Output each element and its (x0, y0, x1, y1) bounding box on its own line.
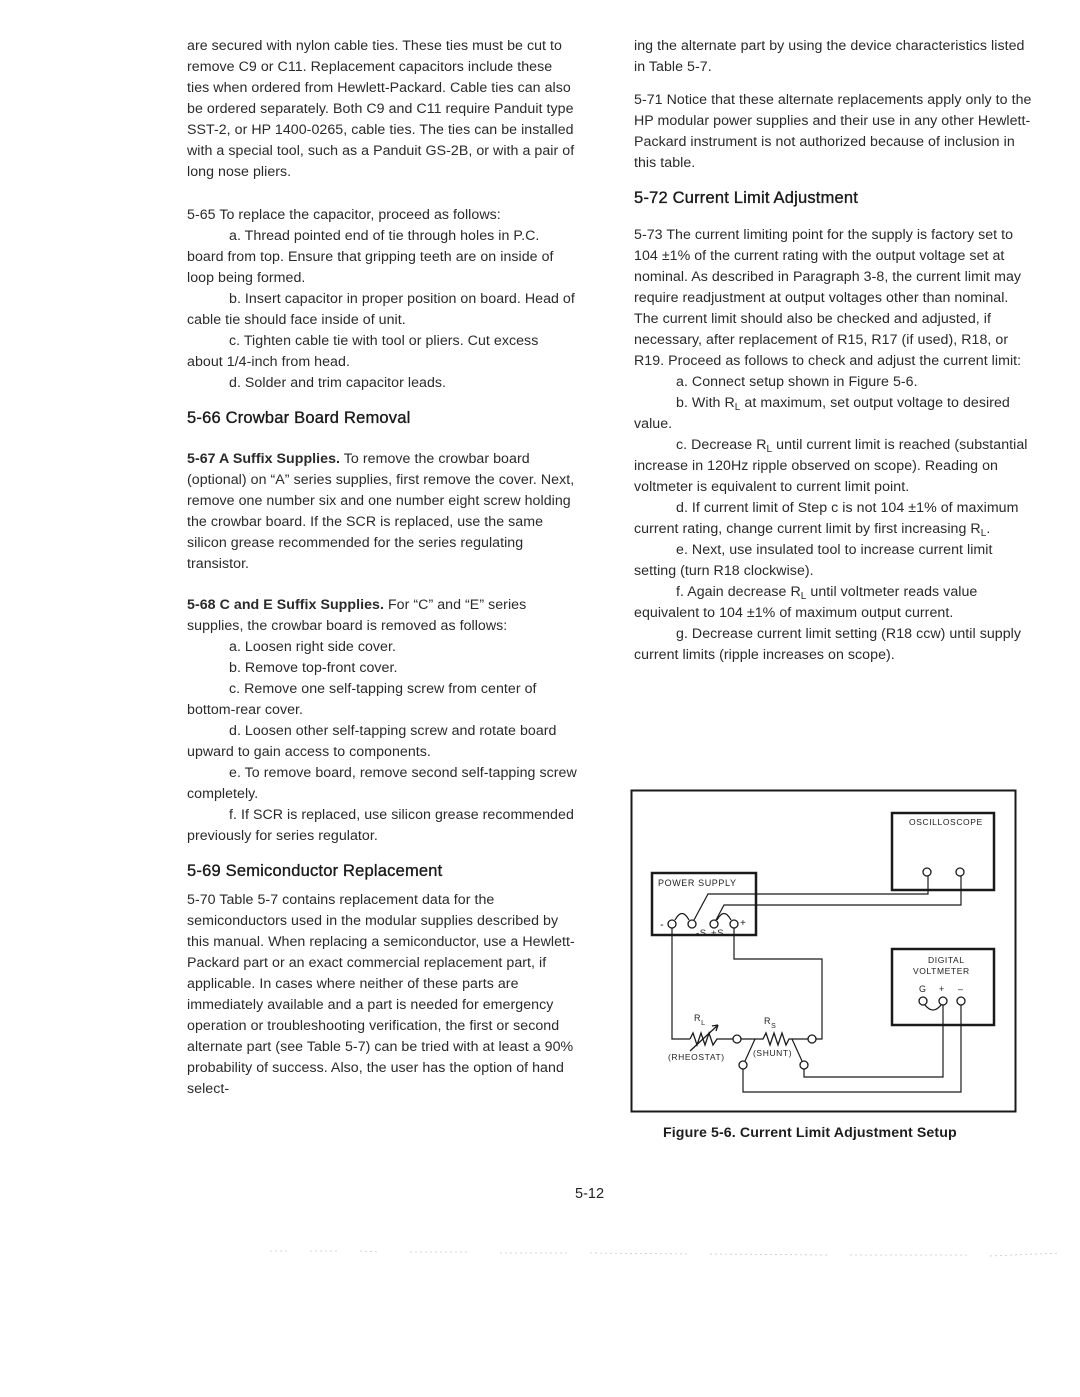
step-5-73-d (634, 498, 1034, 540)
dvm-minus-label: – (958, 984, 964, 994)
shunt-sense-right (800, 1061, 808, 1069)
wire-dvm-plus (804, 1005, 943, 1077)
intro-paragraph: are secured with nylon cable ties. These ties must be cut to remove C9 or C11. Replacement capacitors include these ties when ordered from Hewlett-Packard. Cable ties can also be ordered separately. Both C9 and C11 require Panduit type SST-2, or HP 1400-0265, cable ties. The ties can be installed with a special tool, such as a Panduit GS-2B, or with a pair of long nose pliers. (187, 38, 575, 180)
step-5-68-f: f. If SCR is replaced, use silicon grease recommended previously for series regulator. (187, 807, 574, 844)
dvm-jumper (925, 1005, 941, 1010)
paragraph-5-67-text: To remove the crowbar board (optional) on “A” series supplies, first remove the cover. Next, remove one number six and one number eight screw holding the crowbar board. If the SCR is replaced, use the same silicon grease recommended for the series regulating transistor. (187, 451, 575, 572)
paragraph-5-73: 5-73 The current limiting point for the supply is factory set to 104 ±1% of the current rating with the output voltage set at nominal. As described in Paragraph 3-8, the current limit may require readjustment at output voltages other than nominal. The current limit should also be checked and adjusted, if necessary, after replacement of R15, R17 (if used), R18, or R19. Proceed as follows to check and adjust the current limit: (634, 227, 1022, 369)
wire-ps-minus (672, 928, 690, 1039)
scan-noise-dashes (270, 1251, 1060, 1256)
step-f-subscript: L (800, 591, 807, 602)
ps-minus-s-label: -S (696, 928, 707, 939)
ps-jumper-minus (675, 914, 689, 921)
heading-crowbar-board-removal: 5-66 Crowbar Board Removal (187, 409, 411, 427)
step-d-text-end: . (986, 521, 991, 537)
oscilloscope-label: OSCILLOSCOPE (909, 817, 983, 827)
ps-plus-label: + (740, 918, 747, 929)
rheostat-label: (RHEOSTAT) (668, 1052, 725, 1062)
ps-terminal-plus (730, 920, 738, 928)
scope-terminal-2 (956, 868, 964, 876)
rl-label-sub: L (701, 1020, 706, 1027)
step-c-text-end: until current limit is reached (substantial increase in 120Hz ripple observed on scope). Reading on voltmeter is equivalent to current limit point. (634, 437, 1028, 495)
dvm-terminal-g (919, 997, 927, 1005)
dvm-g-label: G (919, 984, 927, 994)
step-c-subscript: L (766, 444, 773, 455)
step-d-subscript: L (980, 528, 987, 539)
step-b-text: b. With R (676, 395, 735, 411)
dvm-label-line2: VOLTMETER (913, 966, 970, 976)
power-supply-label: POWER SUPPLY (658, 878, 737, 888)
shunt-terminal-right (808, 1035, 816, 1043)
step-5-73-a: a. Connect setup shown in Figure 5-6. (676, 374, 918, 390)
dvm-label-line1: DIGITAL (928, 955, 965, 965)
dvm-terminal-plus (939, 997, 947, 1005)
step-5-65-b: b. Insert capacitor in proper position on board. Head of cable tie should face inside of unit. (187, 291, 575, 328)
scope-terminal-1 (923, 868, 931, 876)
rs-label-sub: S (771, 1023, 777, 1030)
paragraph-5-68-lead: 5-68 C and E Suffix Supplies. (187, 597, 384, 613)
ps-terminal-plus-s (710, 920, 718, 928)
ps-plus-s-label: +S (711, 928, 725, 939)
paragraph-5-71: 5-71 Notice that these alternate replacements apply only to the HP modular power supplies and their use in any other Hewlett-Packard instrument is not authorized because of inclusion in this table. (634, 92, 1032, 171)
step-5-68-b: b. Remove top-front cover. (229, 660, 398, 676)
paragraph-5-67-lead: 5-67 A Suffix Supplies. (187, 451, 341, 467)
shunt-tap-right (792, 1039, 802, 1061)
continuation-paragraph: ing the alternate part by using the device characteristics listed in Table 5-7. (634, 38, 1025, 75)
ps-minus-label: - (660, 919, 665, 931)
shunt-terminal-left (733, 1035, 741, 1043)
rl-label (694, 1013, 706, 1027)
right-column (634, 36, 1034, 666)
step-f-text: f. Again decrease R (676, 584, 801, 600)
step-5-68-e: e. To remove board, remove second self-tapping screw completely. (187, 765, 577, 802)
shunt-label: (SHUNT) (753, 1048, 793, 1058)
ps-terminal-minus-s (688, 920, 696, 928)
step-5-68-c: c. Remove one self-tapping screw from center of bottom-rear cover. (187, 681, 537, 718)
page-number: 5-12 (575, 1186, 605, 1202)
paragraph-5-67 (187, 449, 577, 575)
figure-frame (632, 791, 1016, 1112)
paragraph-5-65: 5-65 To replace the capacitor, proceed as follows: (187, 207, 501, 223)
step-5-73-b (634, 393, 1034, 435)
step-5-73-e: e. Next, use insulated tool to increase current limit setting (turn R18 clockwise). (634, 542, 993, 579)
step-f-text-end: until voltmeter reads value equivalent to 104 ±1% of maximum output current. (634, 584, 978, 621)
step-5-65-c: c. Tighten cable tie with tool or pliers. Cut excess about 1/4-inch from head. (187, 333, 539, 370)
dvm-terminal-minus (957, 997, 965, 1005)
wire-scope-2 (716, 876, 961, 920)
step-5-65-d: d. Solder and trim capacitor leads. (229, 375, 447, 391)
figure-current-limit-setup (630, 789, 1017, 1113)
step-b-text-end: at maximum, set output voltage to desired value. (634, 395, 1010, 432)
shunt-rs (741, 1033, 808, 1045)
step-c-text: c. Decrease R (676, 437, 767, 453)
shunt-sense-left (739, 1061, 747, 1069)
heading-current-limit-adjustment: 5-72 Current Limit Adjustment (634, 189, 859, 207)
rheostat-rl (690, 1033, 733, 1045)
rs-label (764, 1016, 776, 1030)
paragraph-5-68-text: For “C” and “E” series supplies, the crowbar board is removed as follows: (187, 597, 527, 634)
step-d-text: d. If current limit of Step c is not 104 ±1% of maximum current rating, change current limit by first increasing R (634, 500, 1019, 537)
paragraph-5-68 (187, 595, 577, 637)
step-5-73-c (634, 435, 1034, 498)
rl-label-main: R (694, 1013, 702, 1023)
wire-ps-plus (734, 928, 822, 1039)
left-column (187, 36, 577, 1100)
heading-semiconductor-replacement: 5-69 Semiconductor Replacement (187, 862, 443, 880)
dvm-plus-label: + (939, 984, 945, 994)
paragraph-5-70: 5-70 Table 5-7 contains replacement data for the semiconductors used in the modular supplies described by this manual. When replacing a semiconductor, use a Hewlett-Packard part or an exact commercial replacement part, if applicable. In cases where neither of these parts are immediately available and a part is needed for emergency operation or troubleshooting verification, the first or second alternate part (see Table 5-7) can be tried with at least a 90% probability of success. Also, the user has the option of hand select- (187, 892, 575, 1097)
scan-artifact-line (270, 1245, 1070, 1265)
step-5-73-f (634, 582, 1034, 624)
step-5-68-d: d. Loosen other self-tapping screw and rotate board upward to gain access to components. (187, 723, 557, 760)
rs-label-main: R (764, 1016, 772, 1026)
step-5-68-a: a. Loosen right side cover. (229, 639, 396, 655)
step-5-65-a: a. Thread pointed end of tie through holes in P.C. board from top. Ensure that gripping teeth are on inside of loop being formed. (187, 228, 554, 286)
step-b-subscript: L (734, 402, 741, 413)
circuit-diagram (630, 789, 1017, 1113)
step-5-73-g: g. Decrease current limit setting (R18 ccw) until supply current limits (ripple increases on scope). (634, 626, 1022, 663)
figure-caption: Figure 5-6. Current Limit Adjustment Setup (663, 1125, 957, 1141)
ps-terminal-minus (668, 920, 676, 928)
